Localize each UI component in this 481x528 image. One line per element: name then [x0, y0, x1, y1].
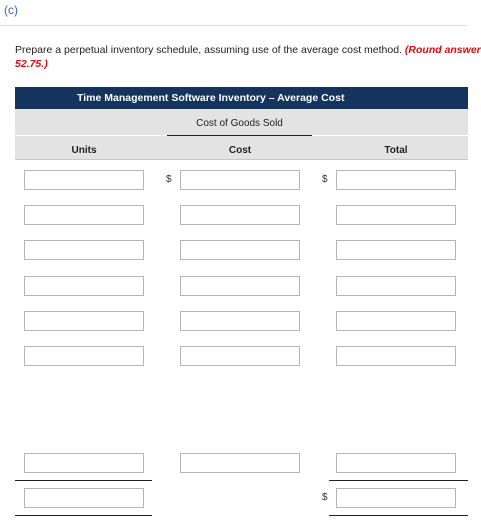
units-input[interactable] — [24, 453, 144, 473]
cost-input[interactable] — [180, 311, 300, 331]
total-input[interactable] — [336, 346, 456, 366]
units-input[interactable] — [24, 205, 144, 225]
grand-total-input[interactable] — [336, 488, 456, 508]
cost-input[interactable] — [180, 170, 300, 190]
total-input[interactable] — [336, 170, 456, 190]
rounding-note: (Round answer — [404, 44, 481, 56]
part-label: (c) — [4, 3, 18, 17]
part-header — [0, 0, 468, 26]
currency-symbol: $ — [322, 492, 328, 503]
rounding-note-continued: 52.75.) — [15, 58, 48, 70]
table-title: Time Management Software Inventory – Average Cost — [77, 92, 345, 104]
currency-symbol: $ — [322, 174, 328, 185]
cost-input[interactable] — [180, 346, 300, 366]
cost-input[interactable] — [180, 205, 300, 225]
cost-input[interactable] — [180, 276, 300, 296]
column-header-total: Total — [384, 145, 408, 156]
table-title-banner — [15, 87, 468, 109]
cost-input[interactable] — [180, 240, 300, 260]
cost-input[interactable] — [180, 453, 300, 473]
total-sum-rule — [329, 480, 468, 481]
total-input[interactable] — [336, 311, 456, 331]
total-input[interactable] — [336, 205, 456, 225]
column-header-cost: Cost — [228, 145, 252, 156]
units-input[interactable] — [24, 311, 144, 331]
column-header-units: Units — [71, 145, 97, 156]
units-input[interactable] — [24, 346, 144, 366]
currency-symbol: $ — [166, 174, 172, 185]
total-input[interactable] — [336, 240, 456, 260]
total-input[interactable] — [336, 276, 456, 296]
units-total-input[interactable] — [24, 488, 144, 508]
units-input[interactable] — [24, 170, 144, 190]
units-double-rule — [15, 515, 152, 516]
instructions — [15, 43, 481, 71]
units-sum-rule — [15, 480, 152, 481]
cogs-header: Cost of Goods Sold — [196, 118, 283, 129]
instructions-text: Prepare a perpetual inventory schedule, assuming use of the average cost method. — [15, 44, 405, 56]
units-input[interactable] — [24, 240, 144, 260]
total-double-rule — [329, 515, 468, 516]
units-input[interactable] — [24, 276, 144, 296]
total-input[interactable] — [336, 453, 456, 473]
